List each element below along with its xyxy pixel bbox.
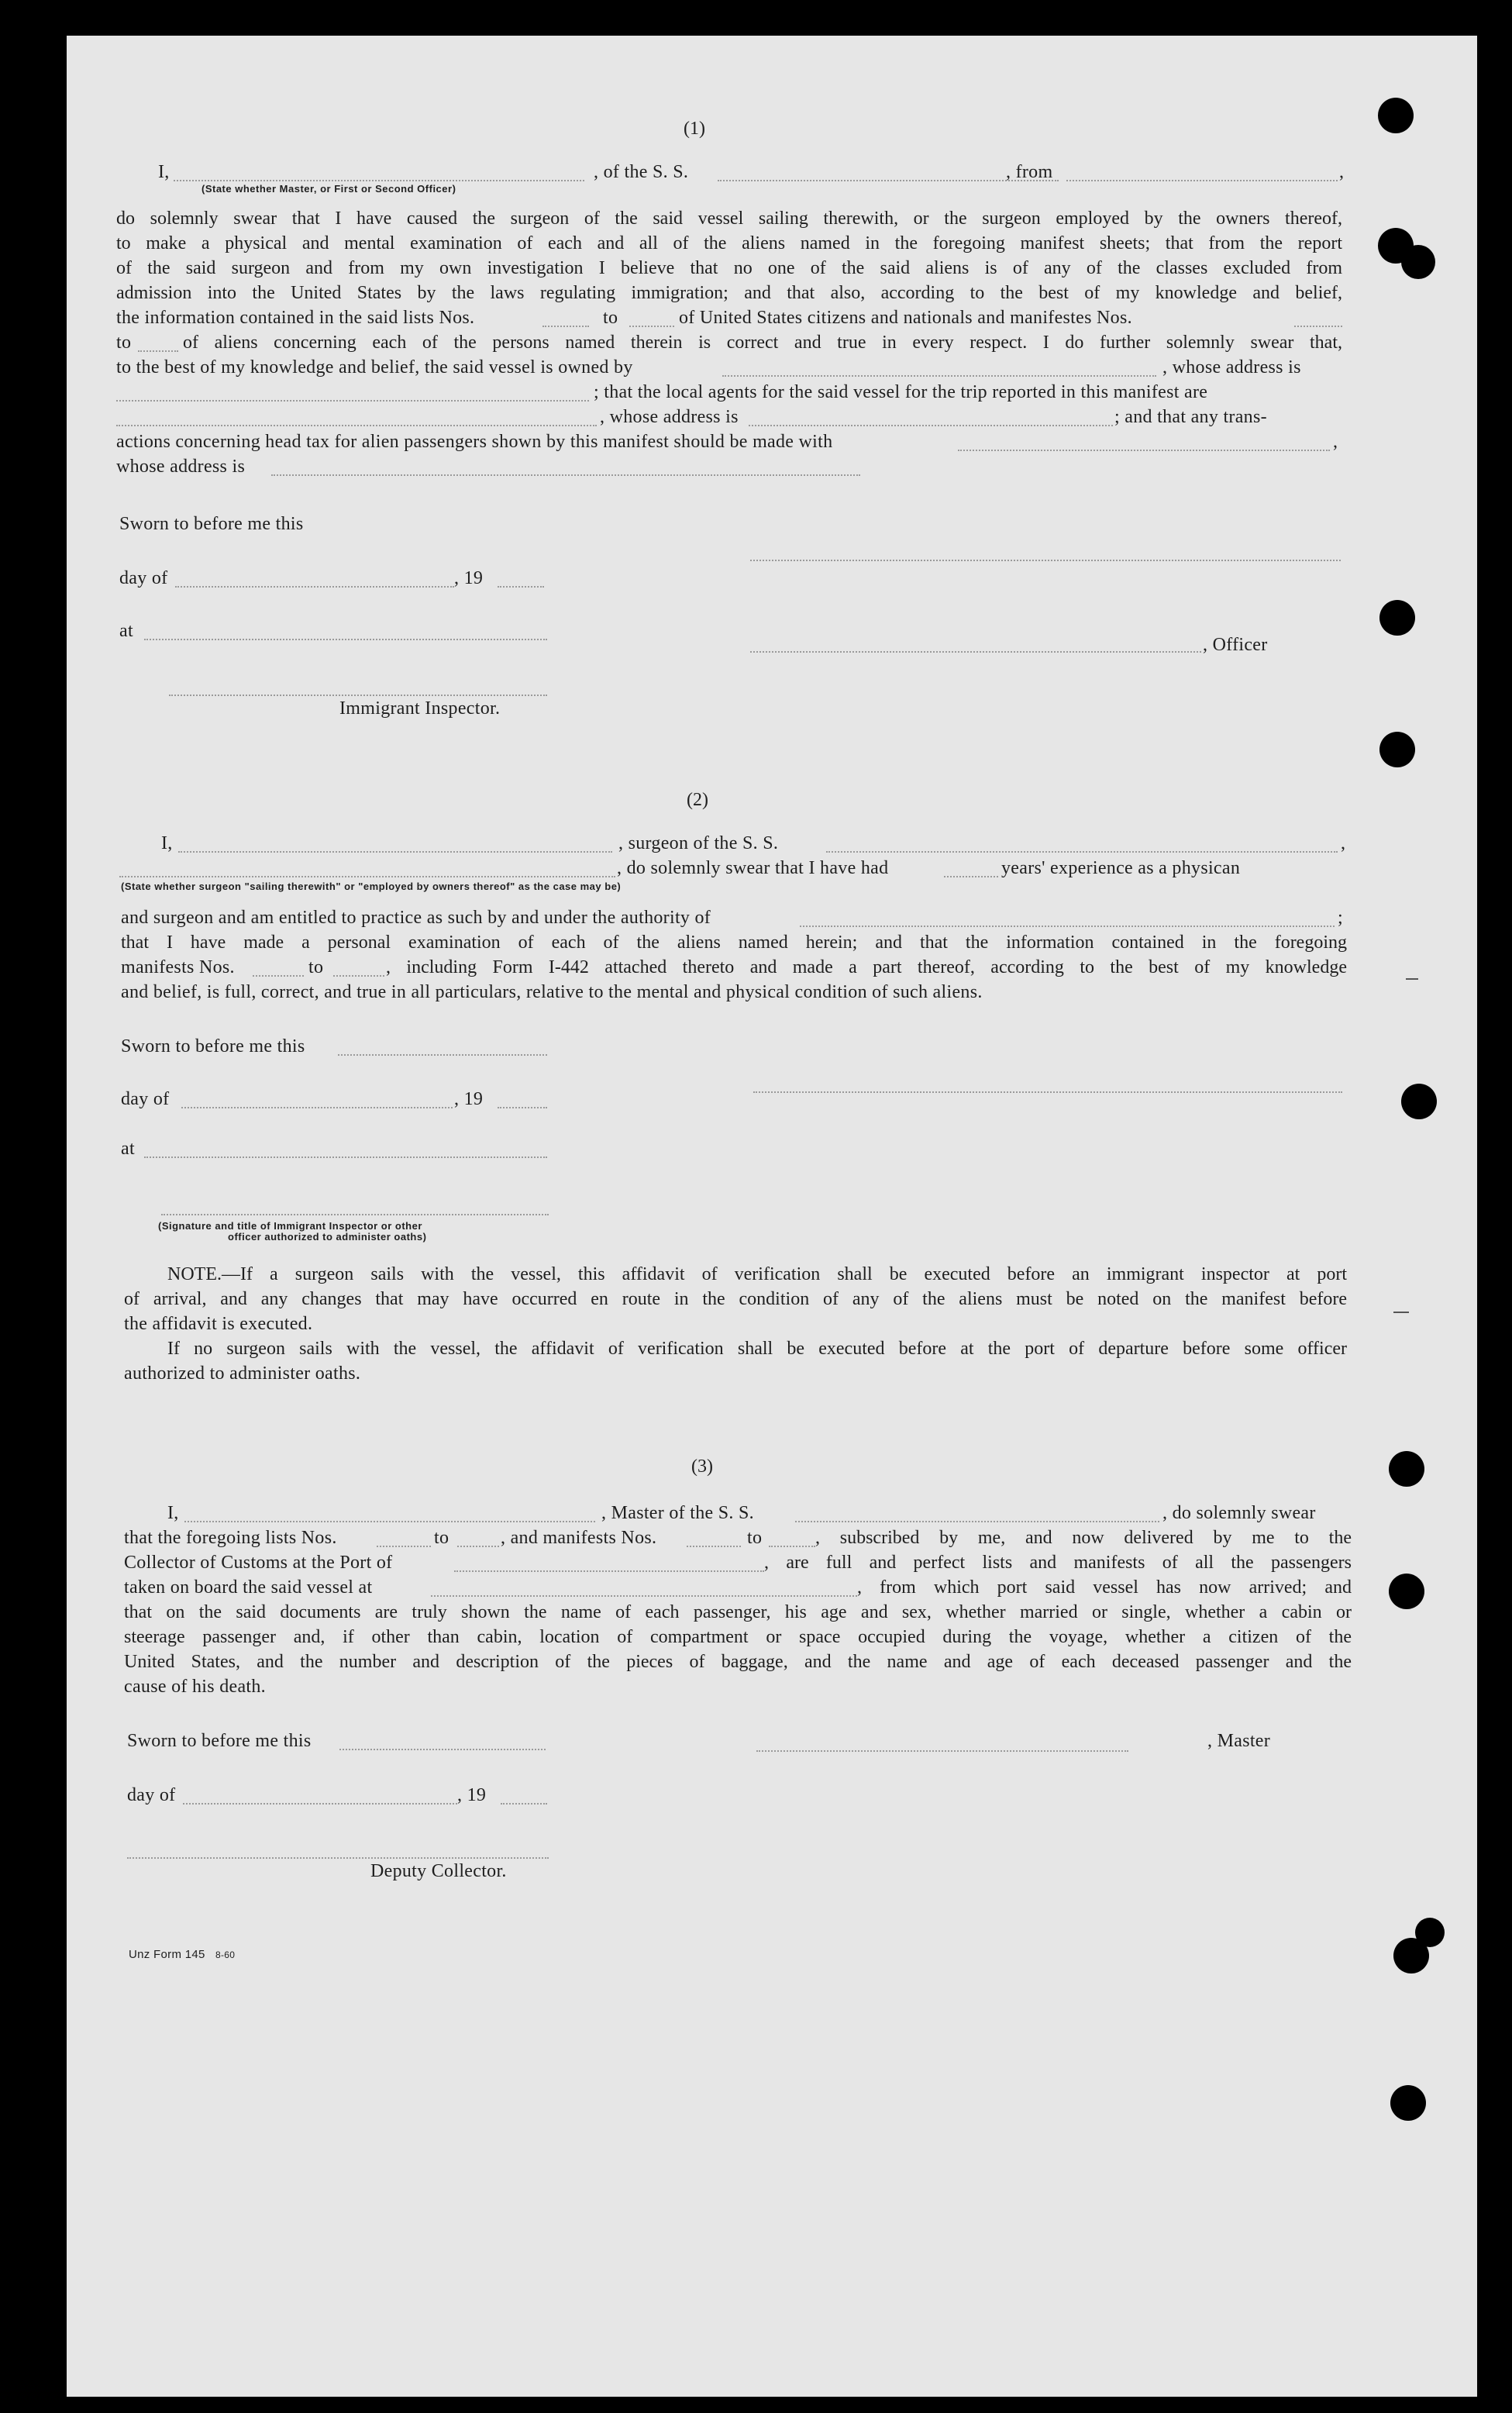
s1-officer-name-field[interactable] bbox=[174, 180, 584, 181]
s3-day-field[interactable] bbox=[183, 1803, 457, 1805]
s2-year-field[interactable] bbox=[498, 1107, 547, 1108]
s3-list-to-field[interactable] bbox=[457, 1546, 499, 1547]
s3-departure-port-field[interactable] bbox=[431, 1595, 857, 1597]
s3-master-name-field[interactable] bbox=[184, 1521, 595, 1522]
binder-hole bbox=[1379, 732, 1415, 767]
s2-year: , 19 bbox=[454, 1089, 484, 1109]
s1-local-agents: ; that the local agents for the said vessel for the trip reported in this manifest are bbox=[594, 382, 1208, 402]
s2-comma: , bbox=[1341, 833, 1346, 853]
s3-line-1: that on the said documents are truly shown the name of each passenger, his age and sex, whether married or single, whether a cabin or bbox=[124, 1602, 1352, 1622]
s2-note-line-1: NOTE.—If a surgeon sails with the vessel, this affidavit of verification shall be executed before an immigrant inspector at port bbox=[167, 1264, 1347, 1284]
s1-to-a: to bbox=[603, 308, 618, 328]
s1-line-3: of the said surgeon and from my own investigation I believe that no one of the said aliens is of any of the classes excluded from bbox=[116, 258, 1342, 278]
s2-signature-note-2: officer authorized to administer oaths) bbox=[228, 1231, 427, 1243]
binder-hole bbox=[1379, 600, 1415, 636]
s1-owned-by: to the best of my knowledge and belief, the said vessel is owned by bbox=[116, 357, 633, 377]
s2-authority: and surgeon and am entitled to practice as such by and under the authority of bbox=[121, 908, 711, 928]
s3-year-field[interactable] bbox=[501, 1803, 547, 1805]
s3-full-perfect: , are full and perfect lists and manifests of all the passengers bbox=[764, 1553, 1352, 1573]
s1-day-field[interactable] bbox=[175, 586, 454, 588]
margin-mark bbox=[1393, 1312, 1409, 1313]
binder-hole bbox=[1378, 98, 1414, 133]
s3-vessel-field[interactable] bbox=[795, 1521, 1159, 1522]
s1-whose-address-1: , whose address is bbox=[1162, 357, 1301, 377]
s3-port-field[interactable] bbox=[454, 1570, 764, 1572]
s2-no-surgeon-line-2: authorized to administer oaths. bbox=[124, 1363, 361, 1384]
s3-manifests-nos: , and manifests Nos. bbox=[501, 1528, 657, 1548]
s1-sworn: Sworn to before me this bbox=[119, 514, 304, 534]
s1-line-2: to make a physical and mental examination of each and all of the aliens named in the foregoing manifest sheets; that from the report bbox=[116, 233, 1342, 253]
s2-years-field[interactable] bbox=[944, 876, 998, 877]
s3-taken-on-board: taken on board the said vessel at bbox=[124, 1577, 373, 1598]
binder-hole bbox=[1401, 1084, 1437, 1119]
s2-day-of: day of bbox=[121, 1089, 170, 1109]
section-3-heading: (3) bbox=[691, 1456, 713, 1477]
s3-collector: Collector of Customs at the Port of bbox=[124, 1553, 393, 1573]
s1-head-tax-field[interactable] bbox=[958, 450, 1330, 451]
s3-sworn-field[interactable] bbox=[339, 1749, 546, 1750]
s1-line-4: admission into the United States by the laws regulating immigration; and that also, according to the best of my knowledge and belief, bbox=[116, 283, 1342, 303]
s2-sworn: Sworn to before me this bbox=[121, 1036, 305, 1057]
section-2-heading: (2) bbox=[687, 790, 708, 810]
s1-nos-b: of United States citizens and nationals and manifestes Nos. bbox=[679, 308, 1132, 328]
s3-sworn: Sworn to before me this bbox=[127, 1731, 312, 1751]
s3-list-from-field[interactable] bbox=[377, 1546, 431, 1547]
binder-hole bbox=[1390, 2085, 1426, 2121]
s3-line-2: steerage passenger and, if other than cabin, location of compartment or space occupied during the voyage, whether a citizen of the bbox=[124, 1627, 1352, 1647]
s2-belief-line: and belief, is full, correct, and true in all particulars, relative to the mental and physical condition of such aliens. bbox=[121, 982, 983, 1002]
s3-manifest-from-field[interactable] bbox=[687, 1546, 741, 1547]
form-id: Unz Form 145 bbox=[129, 1948, 205, 1961]
s2-surgeon-name-field[interactable] bbox=[178, 851, 612, 853]
s1-of-ss: , of the S. S. bbox=[594, 162, 689, 182]
s1-list-from-field[interactable] bbox=[542, 326, 589, 327]
s3-i: I, bbox=[167, 1503, 179, 1523]
s3-collector-title: Deputy Collector. bbox=[370, 1861, 507, 1881]
s1-inspector: Immigrant Inspector. bbox=[339, 698, 501, 719]
s2-note-line-3: the affidavit is executed. bbox=[124, 1314, 313, 1334]
s1-from-port-field[interactable] bbox=[1066, 180, 1338, 181]
s2-to: to bbox=[308, 957, 324, 977]
s1-owner-address-field[interactable] bbox=[116, 400, 589, 402]
s2-exam-line: that I have made a personal examination of each of the aliens named herein; and that the information contained in the foregoing bbox=[121, 932, 1347, 953]
s3-to-b: to bbox=[747, 1528, 763, 1548]
binder-hole bbox=[1389, 1451, 1424, 1487]
s1-comma-2: , bbox=[1333, 432, 1338, 452]
s1-head-tax: actions concerning head tax for alien passengers shown by this manifest should be made with bbox=[116, 432, 833, 452]
s2-surgeon-signature-field[interactable] bbox=[753, 1091, 1342, 1093]
form-date: 8-60 bbox=[215, 1949, 236, 1960]
s3-year: , 19 bbox=[457, 1785, 487, 1805]
s1-officer: , Officer bbox=[1203, 635, 1268, 655]
s3-lists-nos: that the foregoing lists Nos. bbox=[124, 1528, 337, 1548]
s3-line-3: United States, and the number and description of the pieces of baggage, and the name and age of each deceased passenger and the bbox=[124, 1652, 1352, 1672]
s2-at-field[interactable] bbox=[144, 1157, 547, 1158]
s1-manifest-to-field[interactable] bbox=[138, 350, 178, 352]
s3-manifest-to-field[interactable] bbox=[769, 1546, 815, 1547]
s2-note-line-2: of arrival, and any changes that may have occurred en route in the condition of any of the aliens must be noted on the manifest before bbox=[124, 1289, 1347, 1309]
s2-inspector-signature-field[interactable] bbox=[161, 1214, 549, 1215]
s2-authority-field[interactable] bbox=[800, 926, 1335, 927]
s1-year: , 19 bbox=[454, 568, 484, 588]
s1-list-to-field[interactable] bbox=[629, 326, 674, 327]
s1-i: I, bbox=[158, 162, 170, 182]
s2-surgeon-of: , surgeon of the S. S. bbox=[618, 833, 779, 853]
s2-at: at bbox=[121, 1139, 135, 1159]
s3-subscribed: , subscribed by me, and now delivered by me to the bbox=[815, 1528, 1352, 1548]
form-page bbox=[67, 36, 1477, 2397]
s2-swear: , do solemnly swear that I have had bbox=[617, 858, 889, 878]
s2-day-field[interactable] bbox=[181, 1107, 453, 1108]
s1-aliens-line: of aliens concerning each of the persons named therein is correct and true in every respect. I do further solemnly swear that, bbox=[183, 333, 1342, 353]
s1-from: , from bbox=[1006, 162, 1053, 182]
s1-at-field[interactable] bbox=[144, 639, 547, 640]
s2-semicolon: ; bbox=[1338, 908, 1343, 928]
binder-hole bbox=[1389, 1574, 1424, 1609]
s2-surgeon-note: (State whether surgeon "sailing therewith" or "employed by owners thereof" as the case may be) bbox=[121, 881, 622, 892]
s2-sworn-field[interactable] bbox=[338, 1054, 547, 1056]
s1-agent-address-field[interactable] bbox=[749, 425, 1113, 426]
s1-day-of: day of bbox=[119, 568, 168, 588]
s1-head-tax-address-field[interactable] bbox=[271, 474, 860, 476]
s2-no-surgeon-line-1: If no surgeon sails with the vessel, the affidavit of verification shall be executed before at the port of departure before some officer bbox=[167, 1339, 1347, 1359]
section-1-heading: (1) bbox=[684, 119, 705, 139]
s1-year-field[interactable] bbox=[498, 586, 544, 588]
s2-experience: years' experience as a physican bbox=[1001, 858, 1241, 878]
s2-manifests: manifests Nos. bbox=[121, 957, 235, 977]
margin-mark bbox=[1406, 978, 1418, 980]
s3-master-of: , Master of the S. S. bbox=[601, 1503, 754, 1523]
s1-owner-field[interactable] bbox=[722, 375, 1156, 377]
s2-surgeon-type-field[interactable] bbox=[119, 876, 615, 877]
s3-from-port: , from which port said vessel has now arrived; and bbox=[857, 1577, 1352, 1598]
s1-at: at bbox=[119, 621, 133, 641]
s1-officer-title-field[interactable] bbox=[750, 651, 1201, 653]
s3-last-line: cause of his death. bbox=[124, 1677, 266, 1697]
s1-officer-note: (State whether Master, or First or Second Officer) bbox=[201, 183, 456, 195]
s2-i: I, bbox=[161, 833, 173, 853]
s1-line-1: do solemnly swear that I have caused the surgeon of the said vessel sailing therewith, or the surgeon employed by the owners thereof, bbox=[116, 209, 1342, 229]
s2-signature-note-1: (Signature and title of Immigrant Inspector or other bbox=[158, 1220, 422, 1232]
s1-nos-a: the information contained in the said lists Nos. bbox=[116, 308, 475, 328]
s1-agent-field[interactable] bbox=[116, 425, 597, 426]
s1-officer-signature-field[interactable] bbox=[750, 560, 1341, 561]
s3-master-signature-field[interactable] bbox=[756, 1750, 1128, 1752]
s1-transactions: ; and that any trans- bbox=[1114, 407, 1267, 427]
s1-whose-address-3: whose address is bbox=[116, 457, 246, 477]
s1-to-b: to bbox=[116, 333, 132, 353]
s1-comma: , bbox=[1339, 162, 1345, 182]
s3-do-swear: , do solemnly swear bbox=[1162, 1503, 1316, 1523]
s1-manifest-from-field[interactable] bbox=[1294, 326, 1342, 327]
s3-to-a: to bbox=[434, 1528, 449, 1548]
s3-day-of: day of bbox=[127, 1785, 176, 1805]
s1-whose-address-2: , whose address is bbox=[600, 407, 739, 427]
binder-hole bbox=[1393, 1938, 1429, 1973]
s2-manifest-from-field[interactable] bbox=[253, 975, 304, 977]
s3-master: , Master bbox=[1207, 1731, 1271, 1751]
s2-manifest-to-field[interactable] bbox=[333, 975, 384, 977]
binder-hole bbox=[1401, 245, 1435, 279]
s2-including: , including Form I-442 attached thereto and made a part thereof, according to the best of my knowledge bbox=[386, 957, 1347, 977]
s2-vessel-field[interactable] bbox=[826, 851, 1338, 853]
